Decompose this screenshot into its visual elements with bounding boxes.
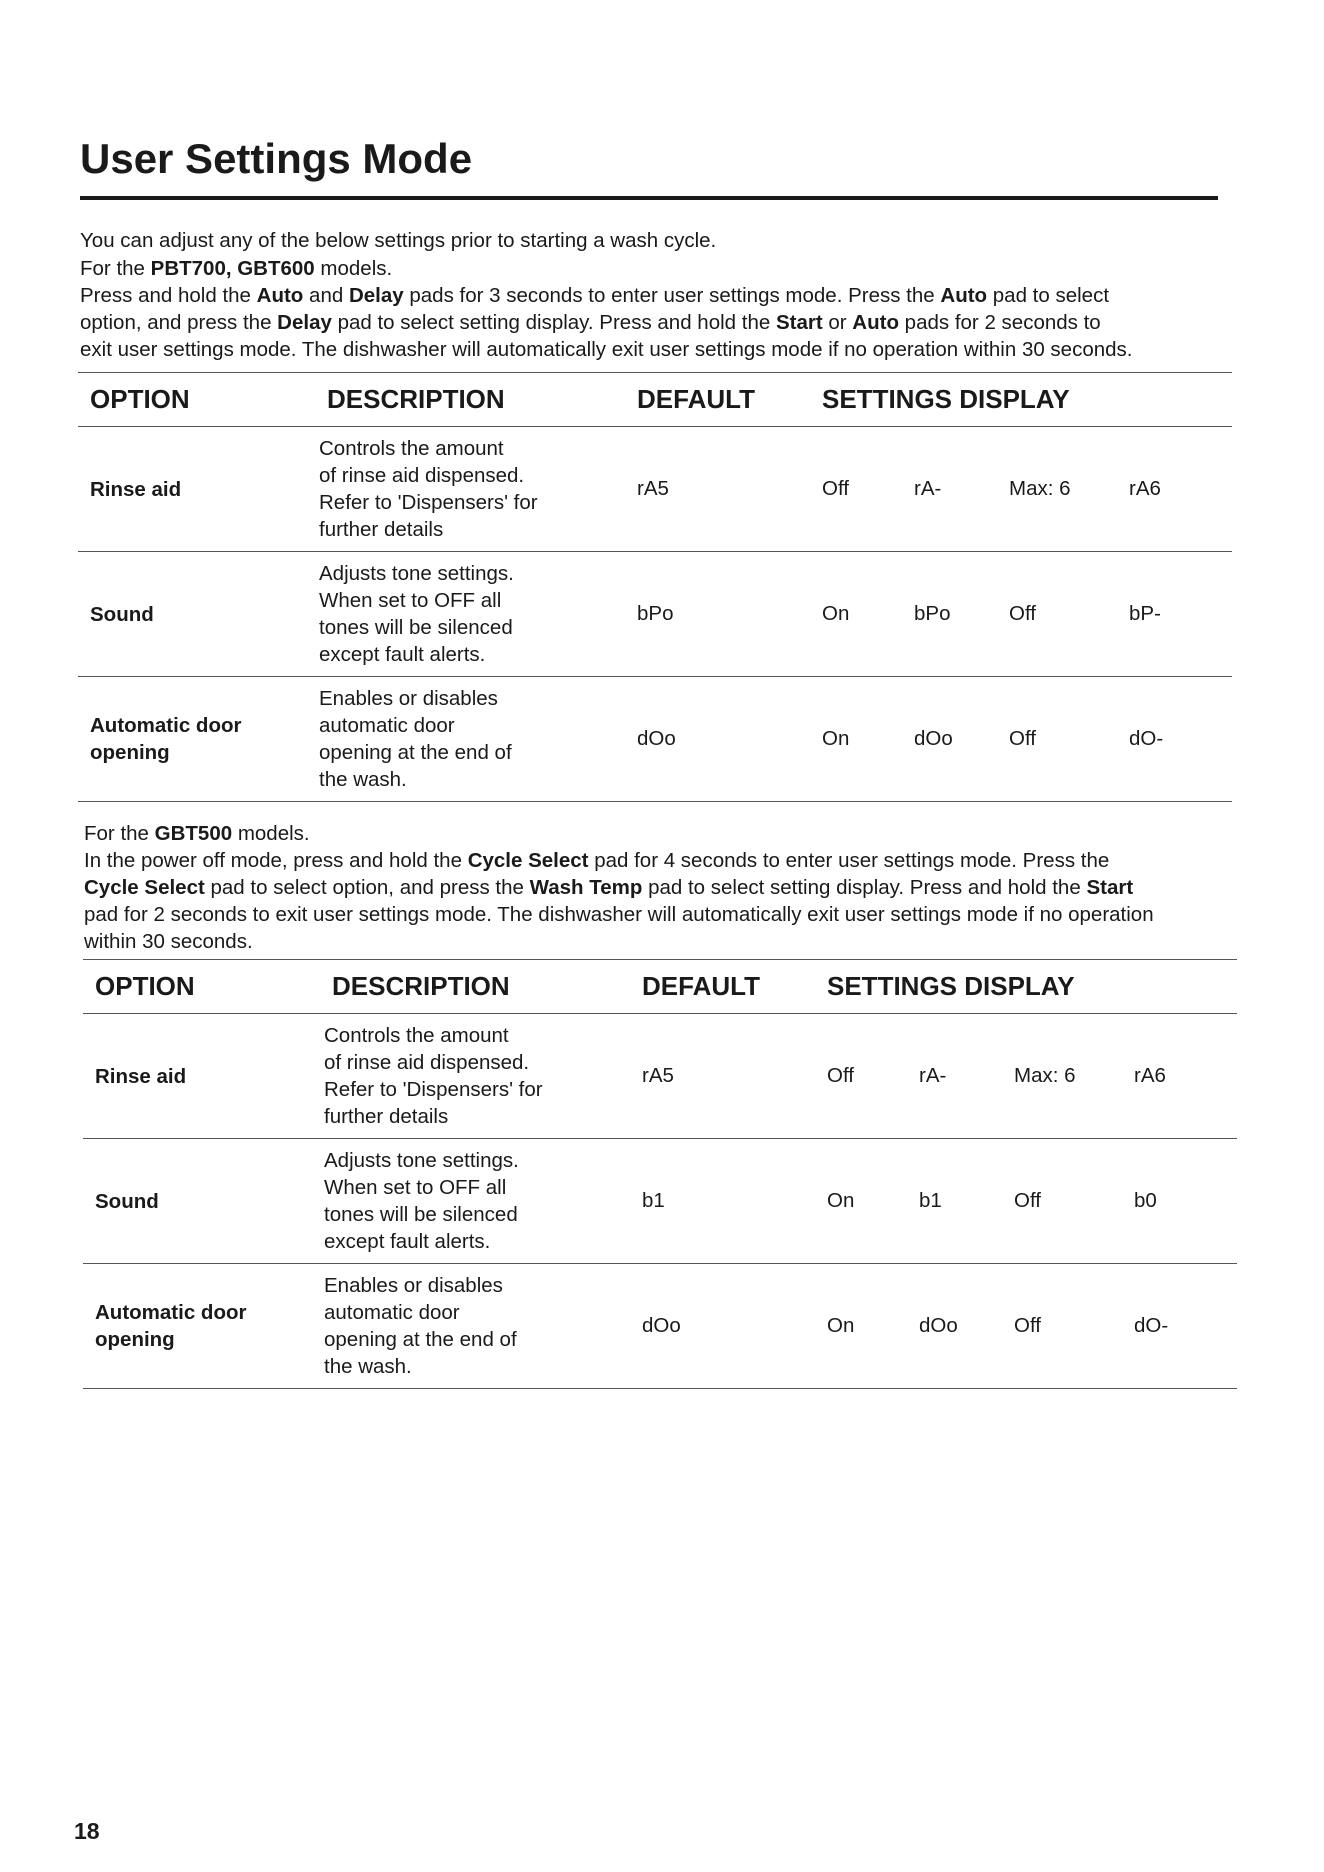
description-cell: Adjusts tone settings. When set to OFF all tones will be silenced except fault alerts. [320,1139,630,1264]
table-row [83,1139,1237,1264]
description-cell: Controls the amount of rinse aid dispensed. Refer to 'Dispensers' for further details [315,427,625,552]
header-description: DESCRIPTION [320,960,630,1014]
intro-text: You can adjust any of the below settings prior to starting a wash cycle. [80,229,717,252]
description-cell: Adjusts tone settings. When set to OFF all tones will be silenced except fault alerts. [315,552,625,677]
option-cell: Sound [83,1139,320,1264]
default-cell: b1 [630,1139,815,1264]
option-cell: Automatic door opening [78,677,315,802]
description-cell: Controls the amount of rinse aid dispensed. Refer to 'Dispensers' for further details [320,1014,630,1139]
table-row [83,1014,1237,1139]
header-option: OPTION [83,960,320,1014]
header-default: DEFAULT [625,373,810,427]
table-header-row [78,373,1232,427]
settings-table-1 [78,372,1232,802]
table-row [78,427,1232,552]
instruction-line-2a: In the power off mode, press and hold the Cycle Select pad for 4 seconds to enter user settings mode. Press the [84,849,1110,872]
default-cell: bPo [625,552,810,677]
settings-display-cell: On b1 Off b0 [815,1139,1237,1264]
header-description: DESCRIPTION [315,373,625,427]
header-option: OPTION [78,373,315,427]
instruction-line-2b: Cycle Select pad to select option, and press the Wash Temp pad to select setting display. Press and hold the Start [84,876,1134,899]
instruction-line-1c: exit user settings mode. The dishwasher will automatically exit user settings mode if no operation within 30 seconds. [80,338,1133,361]
settings-table-2 [83,959,1237,1389]
option-cell: Rinse aid [78,427,315,552]
page-title: User Settings Mode [80,135,473,182]
default-cell: rA5 [625,427,810,552]
settings-display-cell: Off rA- Max: 6 rA6 [815,1014,1237,1139]
table-row [78,552,1232,677]
header-default: DEFAULT [630,960,815,1014]
instruction-line-2c: pad for 2 seconds to exit user settings mode. The dishwasher will automatically exit user settings mode if no operation [84,903,1154,926]
instruction-line-1a: Press and hold the Auto and Delay pads for 3 seconds to enter user settings mode. Press the Auto pad to select [80,284,1110,307]
default-cell: dOo [625,677,810,802]
default-cell: dOo [630,1264,815,1389]
models-line-2: For the GBT500 models. [84,822,310,845]
header-settings-display: SETTINGS DISPLAY [815,960,1237,1014]
option-cell: Automatic door opening [83,1264,320,1389]
table-row [78,677,1232,802]
option-cell: Sound [78,552,315,677]
settings-display-cell: On bPo Off bP- [810,552,1232,677]
default-cell: rA5 [630,1014,815,1139]
description-cell: Enables or disables automatic door opening at the end of the wash. [320,1264,630,1389]
settings-display-cell: On dOo Off dO- [810,677,1232,802]
description-cell: Enables or disables automatic door opening at the end of the wash. [315,677,625,802]
instruction-line-1b: option, and press the Delay pad to select setting display. Press and hold the Start or Auto pads for 2 seconds to [80,311,1101,334]
settings-display-cell: On dOo Off dO- [815,1264,1237,1389]
table-row [83,1264,1237,1389]
models-line-1: For the PBT700, GBT600 models. [80,257,393,280]
table-header-row [83,960,1237,1014]
header-settings-display: SETTINGS DISPLAY [810,373,1232,427]
title-underline [80,196,1218,200]
settings-display-cell: Off rA- Max: 6 rA6 [810,427,1232,552]
option-cell: Rinse aid [83,1014,320,1139]
page-number: 18 [74,1818,100,1844]
instruction-line-2d: within 30 seconds. [84,930,253,953]
